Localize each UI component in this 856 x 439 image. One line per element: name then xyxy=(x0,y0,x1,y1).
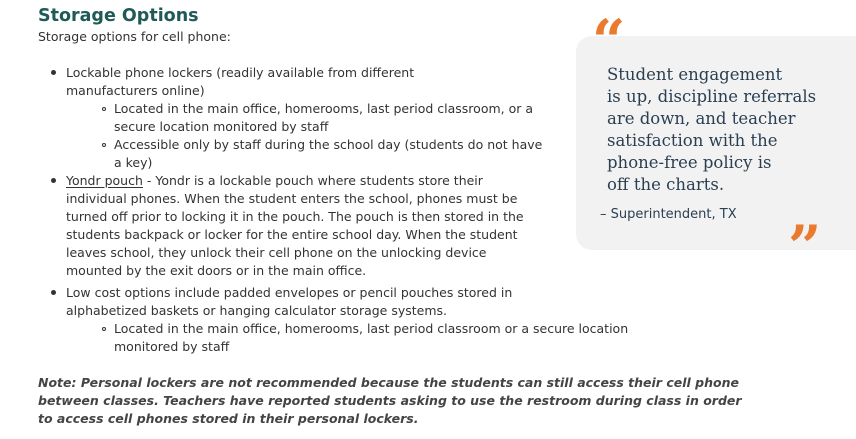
list-item-lowcost-line-1: Low cost options include padded envelopes or pencil pouches stored in xyxy=(66,285,513,300)
note-line-3: to access cell phones stored in their personal lockers. xyxy=(38,411,419,426)
quote-line-5: phone-free policy is xyxy=(607,153,772,172)
yondr-pouch-link[interactable]: Yondr pouch xyxy=(66,173,143,188)
sub-item-access-line-2: a key) xyxy=(114,155,153,170)
quote-line-3: are down, and teacher xyxy=(607,109,796,128)
sub-item-location-line-2: secure location monitored by staff xyxy=(114,119,329,134)
list-item-lowcost-line-2: alphabetized baskets or hanging calculator storage systems. xyxy=(66,303,448,318)
quote-line-4: satisfaction with the xyxy=(607,131,778,150)
list-item-yondr-line-5: leaves school, they unlock their cell phone on the unlocking device xyxy=(66,245,487,260)
list-item-lockers-line-2: manufacturers online) xyxy=(66,83,205,98)
open-quote-icon: “ xyxy=(592,7,626,75)
list-item-yondr-line-4: students backpack or locker for the entire school day. When the student xyxy=(66,227,518,242)
list-item-yondr-line-6: mounted by the exit doors or in the main office. xyxy=(66,263,367,278)
section-title: Storage Options xyxy=(38,6,199,26)
sub-bullet-dot xyxy=(102,107,106,111)
list-item-yondr-line-1 xyxy=(66,172,483,190)
sub-bullet-dot xyxy=(102,143,106,147)
list-item-lockers-line-1: Lockable phone lockers (readily available from different xyxy=(66,65,415,80)
yondr-description-start: - Yondr is a lockable pouch where students store their xyxy=(142,173,483,188)
list-item-yondr-line-3: turned off prior to locking it in the pouch. The pouch is then stored in the xyxy=(66,209,524,224)
sub-item-access-line-1: Accessible only by staff during the school day (students do not have xyxy=(114,137,543,152)
bullet-dot xyxy=(51,290,56,295)
note-line-2: between classes. Teachers have reported students asking to use the restroom during class in order xyxy=(38,393,742,408)
note-line-1: Note: Personal lockers are not recommended because the students can still access their cell phone xyxy=(38,375,739,390)
quote-line-6: off the charts. xyxy=(607,175,725,194)
sub-item-lowcost-location-line-2: monitored by staff xyxy=(114,339,230,354)
bullet-dot xyxy=(51,70,56,75)
list-item-yondr-line-2: individual phones. When the student enters the school, phones must be xyxy=(66,191,518,206)
close-quote-icon: ” xyxy=(788,213,822,281)
bullet-dot xyxy=(51,178,56,183)
sub-item-lowcost-location-line-1: Located in the main office, homerooms, last period classroom or a secure location xyxy=(114,321,629,336)
quote-attribution: – Superintendent, TX xyxy=(600,207,737,222)
quote-line-1: Student engagement xyxy=(607,65,783,84)
intro-text: Storage options for cell phone: xyxy=(38,29,231,44)
quote-line-2: is up, discipline referrals xyxy=(607,87,817,106)
sub-item-location-line-1: Located in the main office, homerooms, last period classroom, or a xyxy=(114,101,534,116)
sub-bullet-dot xyxy=(102,327,106,331)
